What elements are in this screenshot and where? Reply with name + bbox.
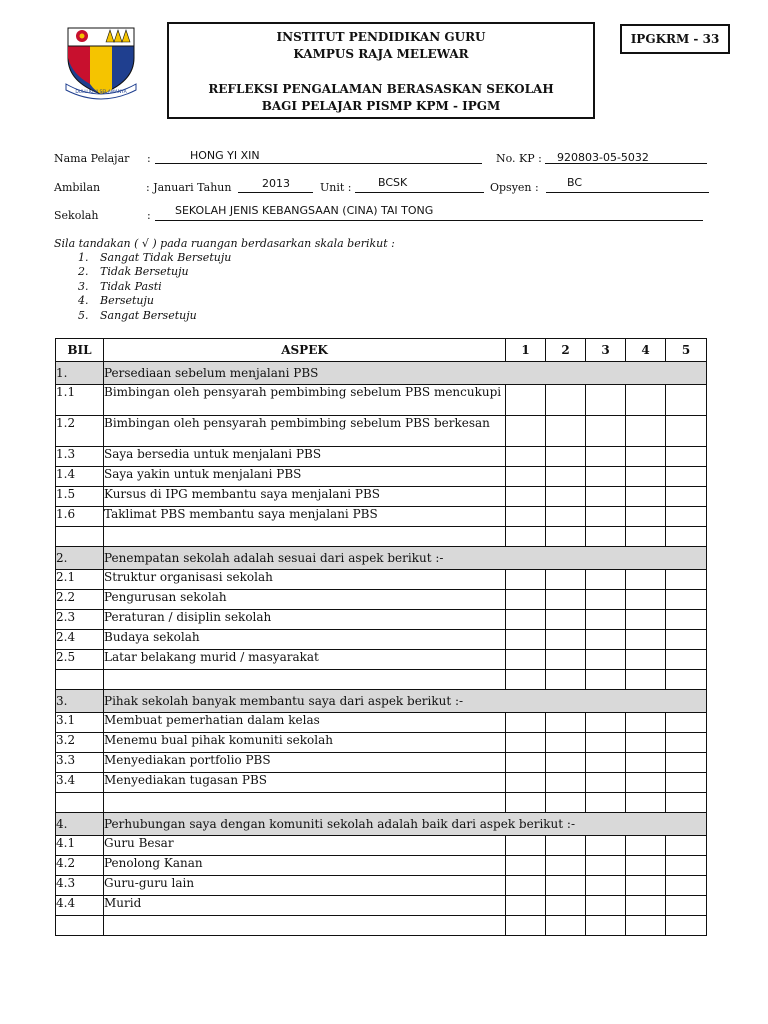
rating-cell-3[interactable]	[586, 876, 626, 896]
section-title: Perhubungan saya dengan komuniti sekolah adalah baik dari aspek berikut :-	[104, 813, 707, 836]
rating-cell-4[interactable]	[626, 487, 666, 507]
opsyen-label: Opsyen :	[490, 181, 539, 194]
item-aspek: Murid	[104, 896, 506, 916]
rating-cell-1[interactable]	[506, 416, 546, 447]
sekolah-colon: :	[147, 209, 151, 222]
sekolah-value[interactable]: SEKOLAH JENIS KEBANGSAAN (CINA) TAI TONG	[175, 204, 434, 217]
section-bil: 2.	[56, 547, 104, 570]
section-bil: 1.	[56, 362, 104, 385]
rating-cell-2[interactable]	[546, 896, 586, 916]
rating-cell-5[interactable]	[666, 610, 707, 630]
table-row	[56, 836, 707, 856]
rating-cell-3[interactable]	[586, 507, 626, 527]
rating-cell-4[interactable]	[626, 447, 666, 467]
rating-cell-2[interactable]	[546, 876, 586, 896]
item-bil: 1.6	[56, 507, 104, 527]
item-aspek: Bimbingan oleh pensyarah pembimbing sebelum PBS berkesan	[104, 416, 506, 447]
rating-cell-5[interactable]	[666, 487, 707, 507]
rating-cell-3[interactable]	[586, 836, 626, 856]
blank-row	[56, 670, 707, 690]
item-aspek: Guru-guru lain	[104, 876, 506, 896]
rating-cell-5[interactable]	[666, 385, 707, 416]
unit-underline	[355, 192, 484, 193]
rating-cell-2[interactable]	[546, 610, 586, 630]
item-bil: 4.3	[56, 876, 104, 896]
rating-cell-2[interactable]	[546, 487, 586, 507]
rating-cell-5[interactable]	[666, 753, 707, 773]
unit-value[interactable]: BCSK	[378, 176, 408, 189]
rating-cell-3[interactable]	[586, 916, 626, 936]
rating-cell-1[interactable]	[506, 773, 546, 793]
header-scale-2: 2	[546, 339, 586, 362]
institute-crest-logo	[62, 18, 140, 102]
section-title: Pihak sekolah banyak membantu saya dari aspek berikut :-	[104, 690, 707, 713]
rating-cell-5[interactable]	[666, 876, 707, 896]
rating-cell-5[interactable]	[666, 896, 707, 916]
item-bil: 4.4	[56, 896, 104, 916]
rating-cell-5[interactable]	[666, 416, 707, 447]
rating-cell-1[interactable]	[506, 836, 546, 856]
rating-cell-3[interactable]	[586, 896, 626, 916]
title-line-1: INSTITUT PENDIDIKAN GURU	[276, 30, 486, 44]
table-row	[56, 467, 707, 487]
item-bil: 1.5	[56, 487, 104, 507]
rating-cell-4[interactable]	[626, 590, 666, 610]
table-row	[56, 507, 707, 527]
table-row	[56, 753, 707, 773]
table-row	[56, 416, 707, 447]
rating-cell-3[interactable]	[586, 733, 626, 753]
title-line-2: KAMPUS RAJA MELEWAR	[293, 47, 469, 61]
rating-cell-2[interactable]	[546, 527, 586, 547]
rating-cell-5[interactable]	[666, 650, 707, 670]
rating-cell-1[interactable]	[506, 507, 546, 527]
blank-row	[56, 793, 707, 813]
rating-cell-5[interactable]	[666, 733, 707, 753]
rating-cell-3[interactable]	[586, 773, 626, 793]
rating-cell-1[interactable]	[506, 527, 546, 547]
table-row	[56, 590, 707, 610]
tahun-value[interactable]: 2013	[262, 177, 290, 190]
rating-cell-1[interactable]	[506, 733, 546, 753]
rating-cell-2[interactable]	[546, 650, 586, 670]
table-row	[56, 650, 707, 670]
blank-row	[56, 916, 707, 936]
header-scale-1: 1	[506, 339, 546, 362]
rating-cell-3[interactable]	[586, 630, 626, 650]
unit-label: Unit :	[320, 181, 352, 194]
scale-item: 4. Bersetuju	[78, 294, 155, 308]
rating-cell-4[interactable]	[626, 385, 666, 416]
sekolah-underline	[155, 220, 703, 221]
item-bil: 1.1	[56, 385, 104, 416]
section-row	[56, 690, 707, 713]
rating-cell-2[interactable]	[546, 836, 586, 856]
item-aspek: Latar belakang murid / masyarakat	[104, 650, 506, 670]
rating-cell-3[interactable]	[586, 467, 626, 487]
rating-cell-4[interactable]	[626, 416, 666, 447]
table-row	[56, 856, 707, 876]
table-row	[56, 610, 707, 630]
table-row	[56, 773, 707, 793]
rating-cell-1[interactable]	[506, 916, 546, 936]
rating-cell-3[interactable]	[586, 753, 626, 773]
item-aspek: Kursus di IPG membantu saya menjalani PBS	[104, 487, 506, 507]
item-aspek: Peraturan / disiplin sekolah	[104, 610, 506, 630]
rating-cell-2[interactable]	[546, 630, 586, 650]
rating-cell-3[interactable]	[586, 385, 626, 416]
table-row	[56, 385, 707, 416]
rating-cell-1[interactable]	[506, 487, 546, 507]
rating-cell-1[interactable]	[506, 590, 546, 610]
title-box	[167, 22, 595, 119]
rating-cell-5[interactable]	[666, 856, 707, 876]
nama-underline	[155, 163, 482, 164]
section-title: Persediaan sebelum menjalani PBS	[104, 362, 707, 385]
scale-item: 3. Tidak Pasti	[78, 279, 162, 293]
table-row	[56, 630, 707, 650]
form-code: IPGKRM - 33	[630, 32, 720, 46]
item-aspek: Penolong Kanan	[104, 856, 506, 876]
rating-cell-5[interactable]	[666, 773, 707, 793]
rating-cell-3[interactable]	[586, 610, 626, 630]
rating-cell-5[interactable]	[666, 793, 707, 813]
rating-cell-4[interactable]	[626, 610, 666, 630]
rating-cell-2[interactable]	[546, 773, 586, 793]
item-bil: 1.3	[56, 447, 104, 467]
rating-cell-4[interactable]	[626, 570, 666, 590]
rating-cell-2[interactable]	[546, 447, 586, 467]
rating-cell-1[interactable]	[506, 713, 546, 733]
rating-cell-5[interactable]	[666, 713, 707, 733]
item-aspek: Saya bersedia untuk menjalani PBS	[104, 447, 506, 467]
rating-cell-5[interactable]	[666, 507, 707, 527]
section-row	[56, 547, 707, 570]
table-row	[56, 447, 707, 467]
rating-cell-1[interactable]	[506, 610, 546, 630]
rating-cell-4[interactable]	[626, 650, 666, 670]
rating-cell-2[interactable]	[546, 467, 586, 487]
rating-cell-2[interactable]	[546, 916, 586, 936]
rating-cell-5[interactable]	[666, 447, 707, 467]
title-line-4: BAGI PELAJAR PISMP KPM - IPGM	[261, 99, 501, 113]
item-bil: 3.3	[56, 753, 104, 773]
table-row	[56, 487, 707, 507]
rating-cell-2[interactable]	[546, 670, 586, 690]
item-aspek: Budaya sekolah	[104, 630, 506, 650]
blank-cell	[104, 916, 506, 936]
item-aspek: Pengurusan sekolah	[104, 590, 506, 610]
scale-instruction: Sila tandakan ( √ ) pada ruangan berdasarkan skala berikut :	[54, 237, 395, 250]
item-bil: 2.5	[56, 650, 104, 670]
opsyen-underline	[546, 192, 709, 193]
item-aspek: Menemu bual pihak komuniti sekolah	[104, 733, 506, 753]
rating-cell-4[interactable]	[626, 527, 666, 547]
section-row	[56, 362, 707, 385]
rating-cell-1[interactable]	[506, 670, 546, 690]
rating-cell-3[interactable]	[586, 670, 626, 690]
rating-cell-5[interactable]	[666, 630, 707, 650]
rating-cell-5[interactable]	[666, 467, 707, 487]
item-aspek: Menyediakan portfolio PBS	[104, 753, 506, 773]
rating-cell-5[interactable]	[666, 916, 707, 936]
item-bil: 3.2	[56, 733, 104, 753]
rating-cell-4[interactable]	[626, 793, 666, 813]
rating-table	[55, 338, 707, 936]
scale-item: 5. Sangat Bersetuju	[78, 308, 197, 322]
header-bil: BIL	[56, 339, 104, 362]
rating-cell-4[interactable]	[626, 753, 666, 773]
blank-cell	[104, 793, 506, 813]
rating-cell-2[interactable]	[546, 416, 586, 447]
rating-cell-1[interactable]	[506, 753, 546, 773]
nokp-label: No. KP :	[496, 152, 542, 165]
rating-cell-2[interactable]	[546, 733, 586, 753]
opsyen-value[interactable]: BC	[567, 176, 583, 189]
nama-value[interactable]: HONG YI XIN	[190, 149, 260, 162]
form-code-box	[620, 24, 730, 54]
item-aspek: Guru Besar	[104, 836, 506, 856]
rating-cell-3[interactable]	[586, 856, 626, 876]
rating-cell-3[interactable]	[586, 713, 626, 733]
rating-cell-3[interactable]	[586, 447, 626, 467]
section-row	[56, 813, 707, 836]
rating-cell-4[interactable]	[626, 836, 666, 856]
blank-cell	[104, 527, 506, 547]
blank-cell	[104, 670, 506, 690]
rating-cell-1[interactable]	[506, 630, 546, 650]
blank-cell	[56, 793, 104, 813]
rating-cell-4[interactable]	[626, 896, 666, 916]
item-aspek: Taklimat PBS membantu saya menjalani PBS	[104, 507, 506, 527]
header-scale-3: 3	[586, 339, 626, 362]
item-bil: 4.2	[56, 856, 104, 876]
scale-list	[78, 251, 231, 323]
rating-cell-2[interactable]	[546, 507, 586, 527]
rating-cell-1[interactable]	[506, 896, 546, 916]
rating-cell-1[interactable]	[506, 570, 546, 590]
scale-item: 1. Sangat Tidak Bersetuju	[78, 251, 232, 264]
rating-cell-4[interactable]	[626, 630, 666, 650]
nama-label: Nama Pelajar	[54, 152, 130, 165]
rating-cell-5[interactable]	[666, 836, 707, 856]
rating-cell-4[interactable]	[626, 856, 666, 876]
rating-cell-4[interactable]	[626, 733, 666, 753]
header-scale-4: 4	[626, 339, 666, 362]
table-row	[56, 876, 707, 896]
section-title: Penempatan sekolah adalah sesuai dari aspek berikut :-	[104, 547, 707, 570]
rating-cell-5[interactable]	[666, 670, 707, 690]
sekolah-label: Sekolah	[54, 209, 99, 222]
header-scale-5: 5	[666, 339, 707, 362]
rating-cell-1[interactable]	[506, 447, 546, 467]
rating-cell-4[interactable]	[626, 713, 666, 733]
rating-cell-4[interactable]	[626, 670, 666, 690]
rating-cell-4[interactable]	[626, 773, 666, 793]
item-aspek: Bimbingan oleh pensyarah pembimbing sebelum PBS mencukupi	[104, 385, 506, 416]
table-row	[56, 570, 707, 590]
rating-cell-2[interactable]	[546, 385, 586, 416]
rating-cell-5[interactable]	[666, 527, 707, 547]
item-bil: 1.4	[56, 467, 104, 487]
item-bil: 2.1	[56, 570, 104, 590]
blank-cell	[56, 670, 104, 690]
item-bil: 3.4	[56, 773, 104, 793]
rating-cell-2[interactable]	[546, 570, 586, 590]
rating-cell-3[interactable]	[586, 793, 626, 813]
nokp-value[interactable]: 920803-05-5032	[557, 151, 649, 164]
rating-cell-4[interactable]	[626, 507, 666, 527]
rating-cell-3[interactable]	[586, 650, 626, 670]
title-line-3: REFLEKSI PENGALAMAN BERASASKAN SEKOLAH	[208, 82, 554, 96]
table-row	[56, 713, 707, 733]
table-row	[56, 733, 707, 753]
tahun-underline	[238, 192, 313, 193]
item-aspek: Struktur organisasi sekolah	[104, 570, 506, 590]
rating-cell-3[interactable]	[586, 527, 626, 547]
table-header-row	[56, 339, 707, 362]
ambilan-label: Ambilan	[54, 181, 101, 194]
rating-cell-3[interactable]	[586, 590, 626, 610]
item-bil: 3.1	[56, 713, 104, 733]
item-aspek: Menyediakan tugasan PBS	[104, 773, 506, 793]
blank-cell	[56, 527, 104, 547]
item-aspek: Membuat pemerhatian dalam kelas	[104, 713, 506, 733]
item-bil: 2.4	[56, 630, 104, 650]
rating-cell-5[interactable]	[666, 570, 707, 590]
rating-cell-2[interactable]	[546, 793, 586, 813]
item-aspek: Saya yakin untuk menjalani PBS	[104, 467, 506, 487]
rating-cell-1[interactable]	[506, 385, 546, 416]
ambilan-prefix: : Januari Tahun	[146, 181, 232, 194]
item-bil: 4.1	[56, 836, 104, 856]
rating-cell-3[interactable]	[586, 416, 626, 447]
rating-cell-1[interactable]	[506, 856, 546, 876]
table-row	[56, 896, 707, 916]
blank-row	[56, 527, 707, 547]
logo-motto: DULU KINI SELAMANYA	[75, 90, 127, 95]
rating-cell-1[interactable]	[506, 467, 546, 487]
table-body	[56, 362, 707, 936]
rating-cell-2[interactable]	[546, 856, 586, 876]
rating-cell-2[interactable]	[546, 753, 586, 773]
rating-cell-3[interactable]	[586, 570, 626, 590]
nama-colon: :	[147, 152, 151, 165]
rating-cell-4[interactable]	[626, 467, 666, 487]
item-bil: 2.3	[56, 610, 104, 630]
section-bil: 3.	[56, 690, 104, 713]
rating-cell-1[interactable]	[506, 650, 546, 670]
rating-cell-2[interactable]	[546, 713, 586, 733]
rating-cell-1[interactable]	[506, 793, 546, 813]
scale-item: 2. Tidak Bersetuju	[78, 265, 189, 279]
header-aspek: ASPEK	[104, 339, 506, 362]
section-bil: 4.	[56, 813, 104, 836]
rating-cell-4[interactable]	[626, 916, 666, 936]
rating-cell-5[interactable]	[666, 590, 707, 610]
rating-cell-3[interactable]	[586, 487, 626, 507]
rating-cell-4[interactable]	[626, 876, 666, 896]
rating-cell-1[interactable]	[506, 876, 546, 896]
item-bil: 1.2	[56, 416, 104, 447]
rating-cell-2[interactable]	[546, 590, 586, 610]
blank-cell	[56, 916, 104, 936]
item-bil: 2.2	[56, 590, 104, 610]
